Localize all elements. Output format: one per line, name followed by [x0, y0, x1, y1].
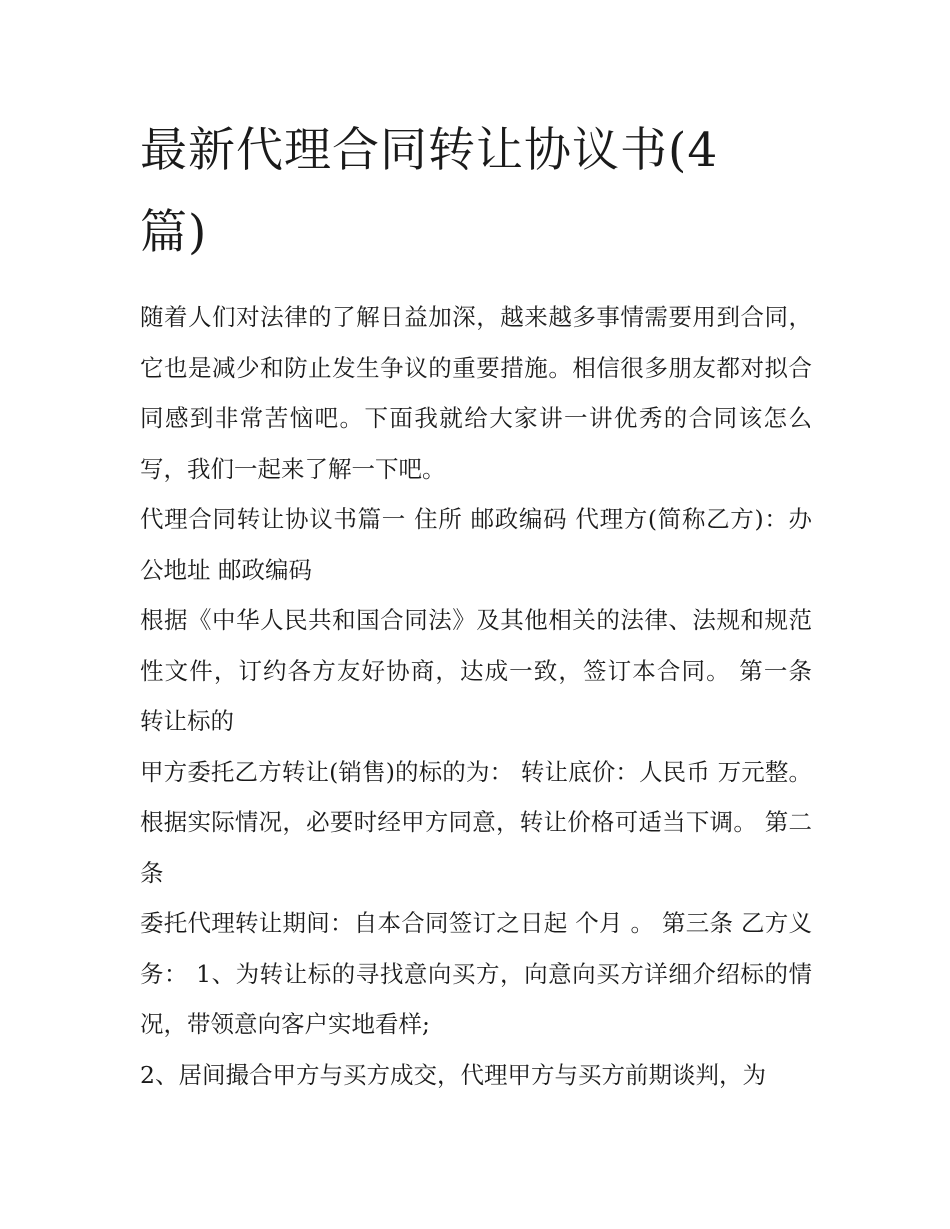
document-page [140, 110, 812, 1100]
paragraph-obligation-2: 2、居间撮合甲方与买方成交，代理甲方与买方前期谈判，为 [140, 1060, 766, 1089]
paragraph-article-2-3: 委托代理转让期间：自本合同签订之日起 个月 。 第三条 乙方义务： 1、为转让标的寻找意向买方，向意向买方详细介绍标的情况，带领意向客户实地看样; [140, 909, 812, 1038]
document-title: 最新代理合同转让协议书(4篇) [140, 123, 719, 260]
paragraph-basis: 根据《中华人民共和国合同法》及其他相关的法律、法规和规范性文件，订约各方友好协商，达成一致，签订本合同。 第一条 转让标的 [140, 606, 812, 735]
paragraph-intro: 随着人们对法律的了解日益加深，越来越多事情需要用到合同，它也是减少和防止发生争议的重要措施。相信很多朋友都对拟合同感到非常苦恼吧。下面我就给大家讲一讲优秀的合同该怎么写，我们一起来了解一下吧。 [140, 303, 812, 483]
paragraph-parties: 代理合同转让协议书篇一 住所 邮政编码 代理方(简称乙方)：办公地址 邮政编码 [140, 505, 812, 584]
paragraph-article-1: 甲方委托乙方转让(销售)的标的为： 转让底价：人民币 万元整。根据实际情况，必要时经甲方同意，转让价格可适当下调。 第二条 [140, 757, 812, 887]
